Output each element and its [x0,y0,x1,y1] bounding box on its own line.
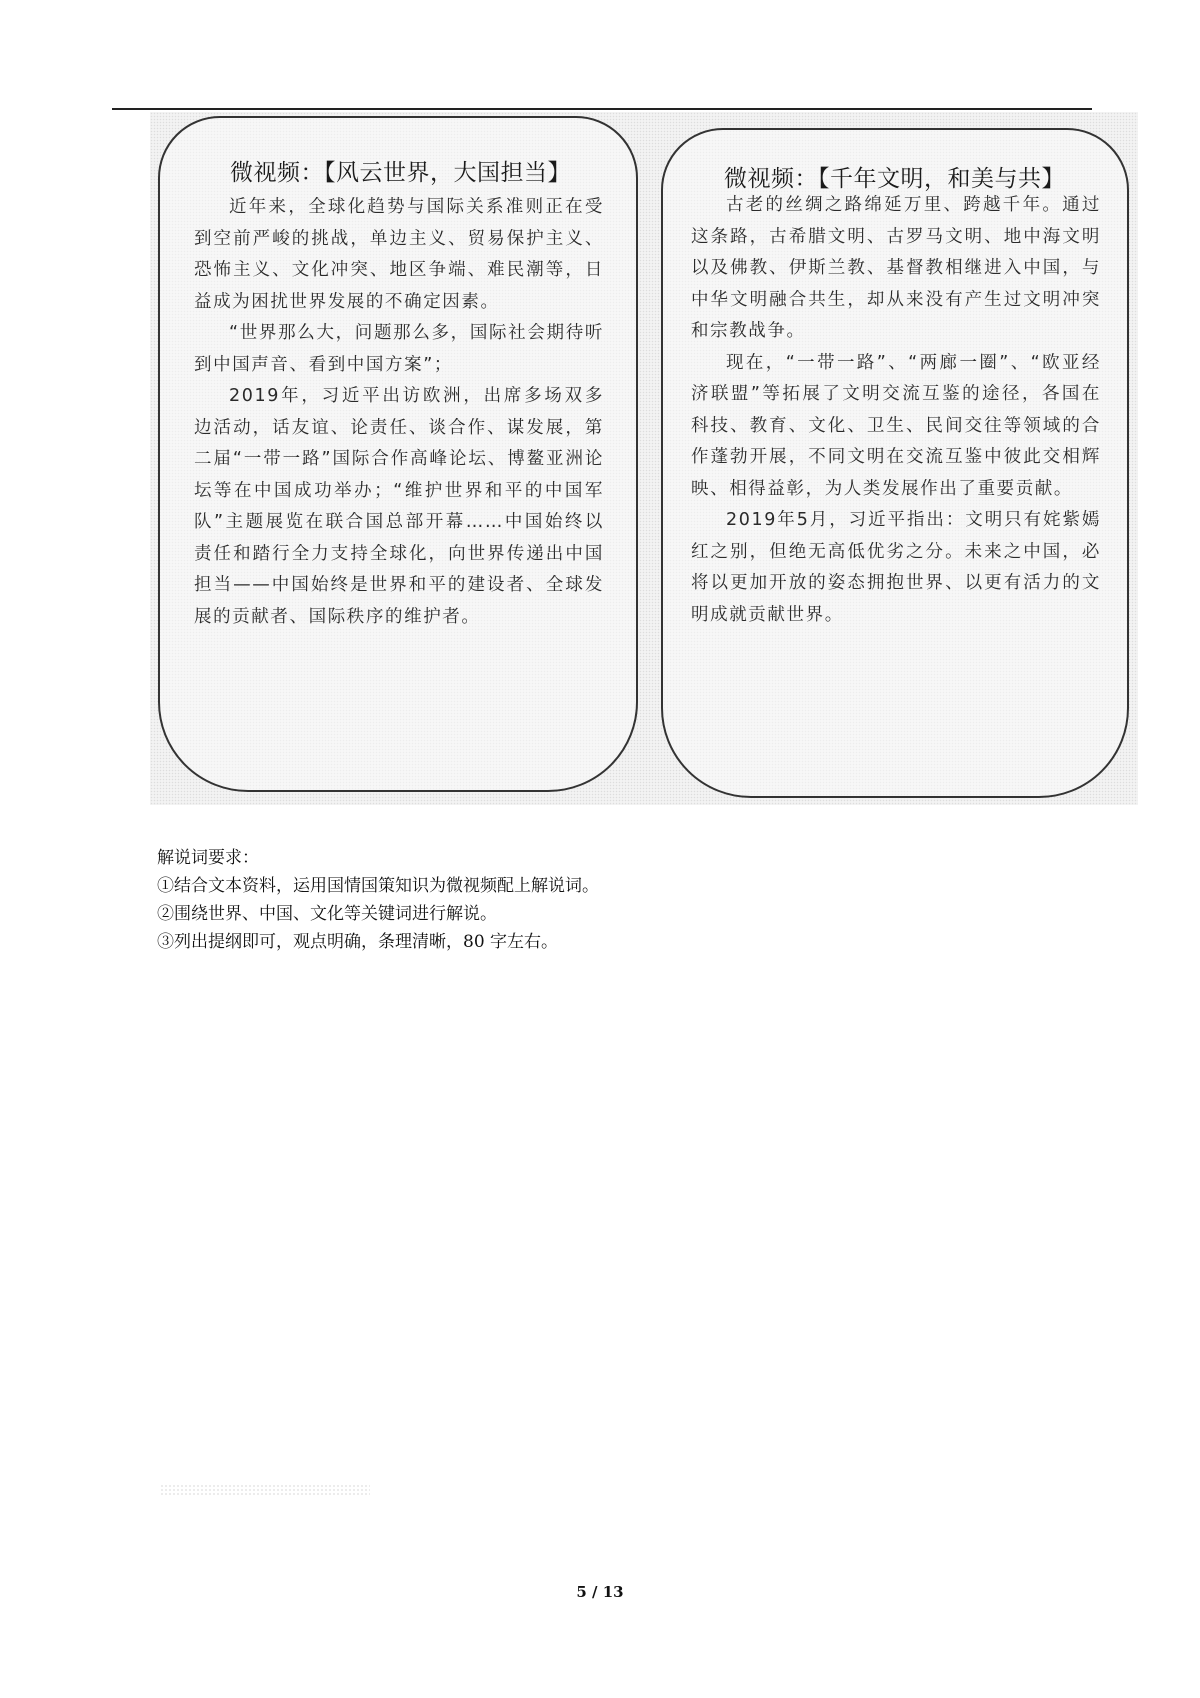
requirements-heading: 解说词要求： [157,848,259,868]
card-title: 微视频：【千年文明，和美与共】 [724,166,1065,192]
card-paragraph: 近年来，全球化趋势与国际关系准则正在受到空前严峻的挑战，单边主义、贸易保护主义、恐怖主义、文化冲突、地区争端、难民潮等，日益成为困扰世界发展的不确定因素。 [194,197,604,312]
commentary-requirements [157,844,599,956]
card-body [194,192,604,633]
faint-scan-marks [160,1484,370,1496]
card-body [691,190,1101,631]
card-paragraph: 2019年5月，习近平指出：文明只有姹紫嫣红之别，但绝无高低优劣之分。未来之中国，必将以更加开放的姿态拥抱世界、以更有活力的文明成就贡献世界。 [691,510,1101,625]
requirement-item: ①结合文本资料，运用国情国策知识为微视频配上解说词。 [157,876,599,896]
requirement-item: ②围绕世界、中国、文化等关键词进行解说。 [157,904,497,924]
card-paragraph: 古老的丝绸之路绵延万里、跨越千年。通过这条路，古希腊文明、古罗马文明、地中海文明以及佛教、伊斯兰教、基督教相继进入中国，与中华文明融合共生，却从来没有产生过文明冲突和宗教战争。 [691,195,1101,341]
card-paragraph: 现在，“一带一路”、“两廊一圈”、“欧亚经济联盟”等拓展了文明交流互鉴的途径，各国在科技、教育、文化、卫生、民间交往等领域的合作蓬勃开展，不同文明在交流互鉴中彼此交相辉映、相得益彰，为人类发展作出了重要贡献。 [691,352,1101,499]
card-title: 微视频：【风云世界，大国担当】 [230,160,571,186]
micro-video-card-world [158,116,638,792]
page-number: 5 / 13 [576,1583,624,1601]
requirement-item: ③列出提纲即可，观点明确，条理清晰，80 字左右。 [157,932,559,952]
card-paragraph: 2019年，习近平出访欧洲，出席多场双多边活动，话友谊、论责任、谈合作、谋发展，第二届“一带一路”国际合作高峰论坛、博鳌亚洲论坛等在中国成功举办；“维护世界和平的中国军队”主题展览在联合国总部开幕……中国始终以责任和踏行全力支持全球化，向世界传递出中国担当——中国始终是世界和平的建设者、全球发展的贡献者、国际秩序的维护者。 [194,386,604,627]
header-rule [112,108,1092,110]
card-paragraph: “世界那么大，问题那么多，国际社会期待听到中国声音、看到中国方案”； [194,323,604,375]
micro-video-card-civilization [661,128,1129,798]
